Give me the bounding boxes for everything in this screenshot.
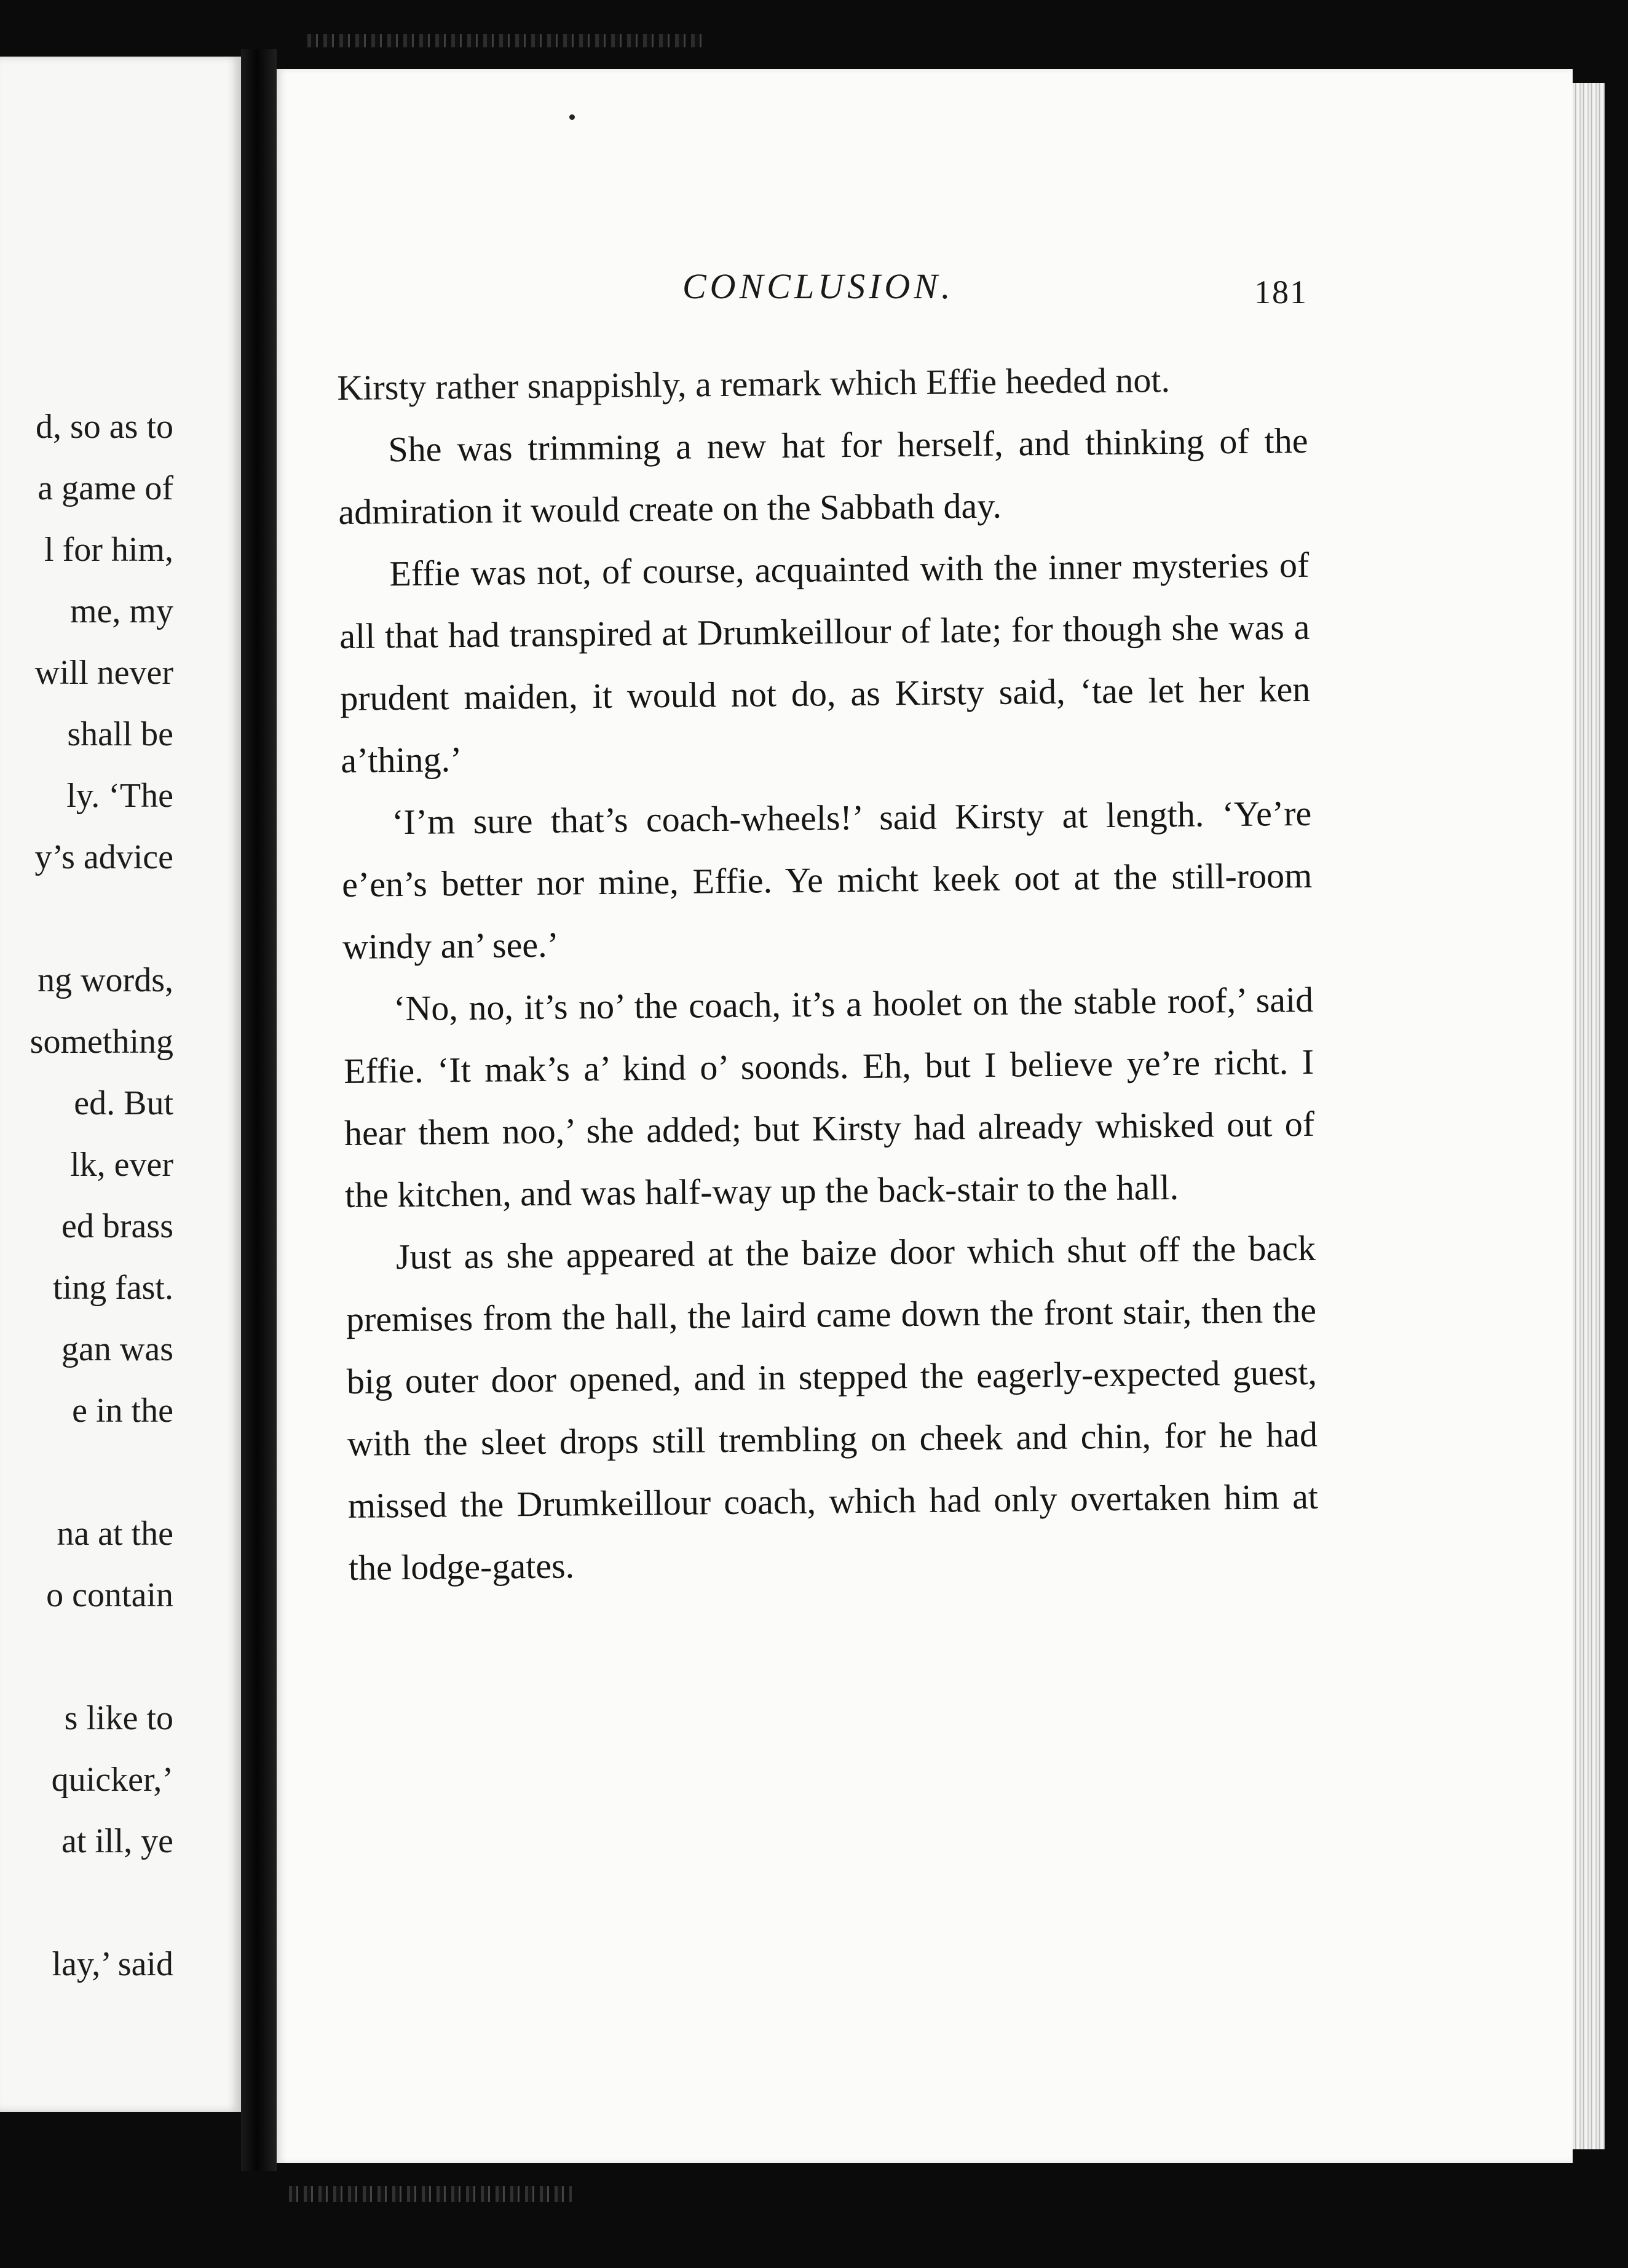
left-line: d, so as to xyxy=(36,408,173,446)
paragraph: Effie was not, of course, acquainted with the inner mysteries of all that had transpired at Drumkeillour of late; for though she was a prudent maiden, it would not do, as Kirsty said, ‘tae let her ken a’thing.’ xyxy=(339,544,1311,780)
left-line: ed brass xyxy=(61,1207,173,1245)
left-line: something xyxy=(30,1023,173,1061)
paragraph: Just as she appeared at the baize door which shut off the back premises from the hall, the laird came down the front stair, then the big outer door opened, and in stepped the eagerly-expected guest, with the sleet drops still trembling on cheek and chin, for he had missed the Drumkeillour coach, which had only overtaken him at the lodge-gates. xyxy=(346,1227,1319,1588)
body-text xyxy=(337,347,1319,1599)
left-line: na at the xyxy=(57,1515,173,1553)
left-line: lay,’ said xyxy=(52,1945,173,1983)
paragraph: ‘No, no, it’s no’ the coach, it’s a hoolet on the stable roof,’ said Effie. ‘It mak’s a’ kind o’ soonds. Eh, but I believe ye’re richt. I hear them noo,’ she added; but Kirsty had already whisked out of the kitchen, and was half-way up the back-stair to the hall. xyxy=(343,979,1315,1215)
left-line: will never xyxy=(34,654,173,692)
left-line: a game of xyxy=(38,469,173,507)
left-line: shall be xyxy=(67,715,173,753)
left-line: ng words, xyxy=(38,961,173,999)
left-line: s like to xyxy=(64,1699,173,1737)
left-line: lk, ever xyxy=(70,1146,173,1184)
left-line: ting fast. xyxy=(53,1269,173,1307)
scan-artifact-bottom xyxy=(289,2186,572,2202)
left-line: ed. But xyxy=(74,1084,173,1122)
paragraph: She was trimming a new hat for herself, and thinking of the admiration it would create on the Sabbath day. xyxy=(338,420,1308,532)
paragraph: Kirsty rather snappishly, a remark which Effie heeded not. xyxy=(337,359,1171,408)
left-line: at ill, ye xyxy=(61,1822,173,1860)
book-gutter xyxy=(241,49,277,2171)
ink-speck xyxy=(569,114,575,120)
page-number: 181 xyxy=(1254,274,1308,311)
left-line: gan was xyxy=(61,1330,173,1368)
left-line: o contain xyxy=(46,1576,173,1614)
left-line: ly. ‘The xyxy=(66,777,173,815)
left-line: e in the xyxy=(72,1392,173,1430)
left-line: y’s advice xyxy=(34,838,173,876)
paragraph: ‘I’m sure that’s coach-wheels!’ said Kirsty at length. ‘Ye’re e’en’s better nor mine, Effie. Ye micht keek oot at the still-room windy an’ see.’ xyxy=(341,793,1313,967)
left-line: me, my xyxy=(70,592,173,630)
scan-artifact-top xyxy=(307,34,707,47)
running-head: CONCLUSION. xyxy=(682,266,954,306)
left-line: quicker,’ xyxy=(51,1761,173,1799)
page-edge xyxy=(1573,83,1605,2149)
left-page xyxy=(0,57,241,2112)
left-line: l for him, xyxy=(44,531,173,569)
